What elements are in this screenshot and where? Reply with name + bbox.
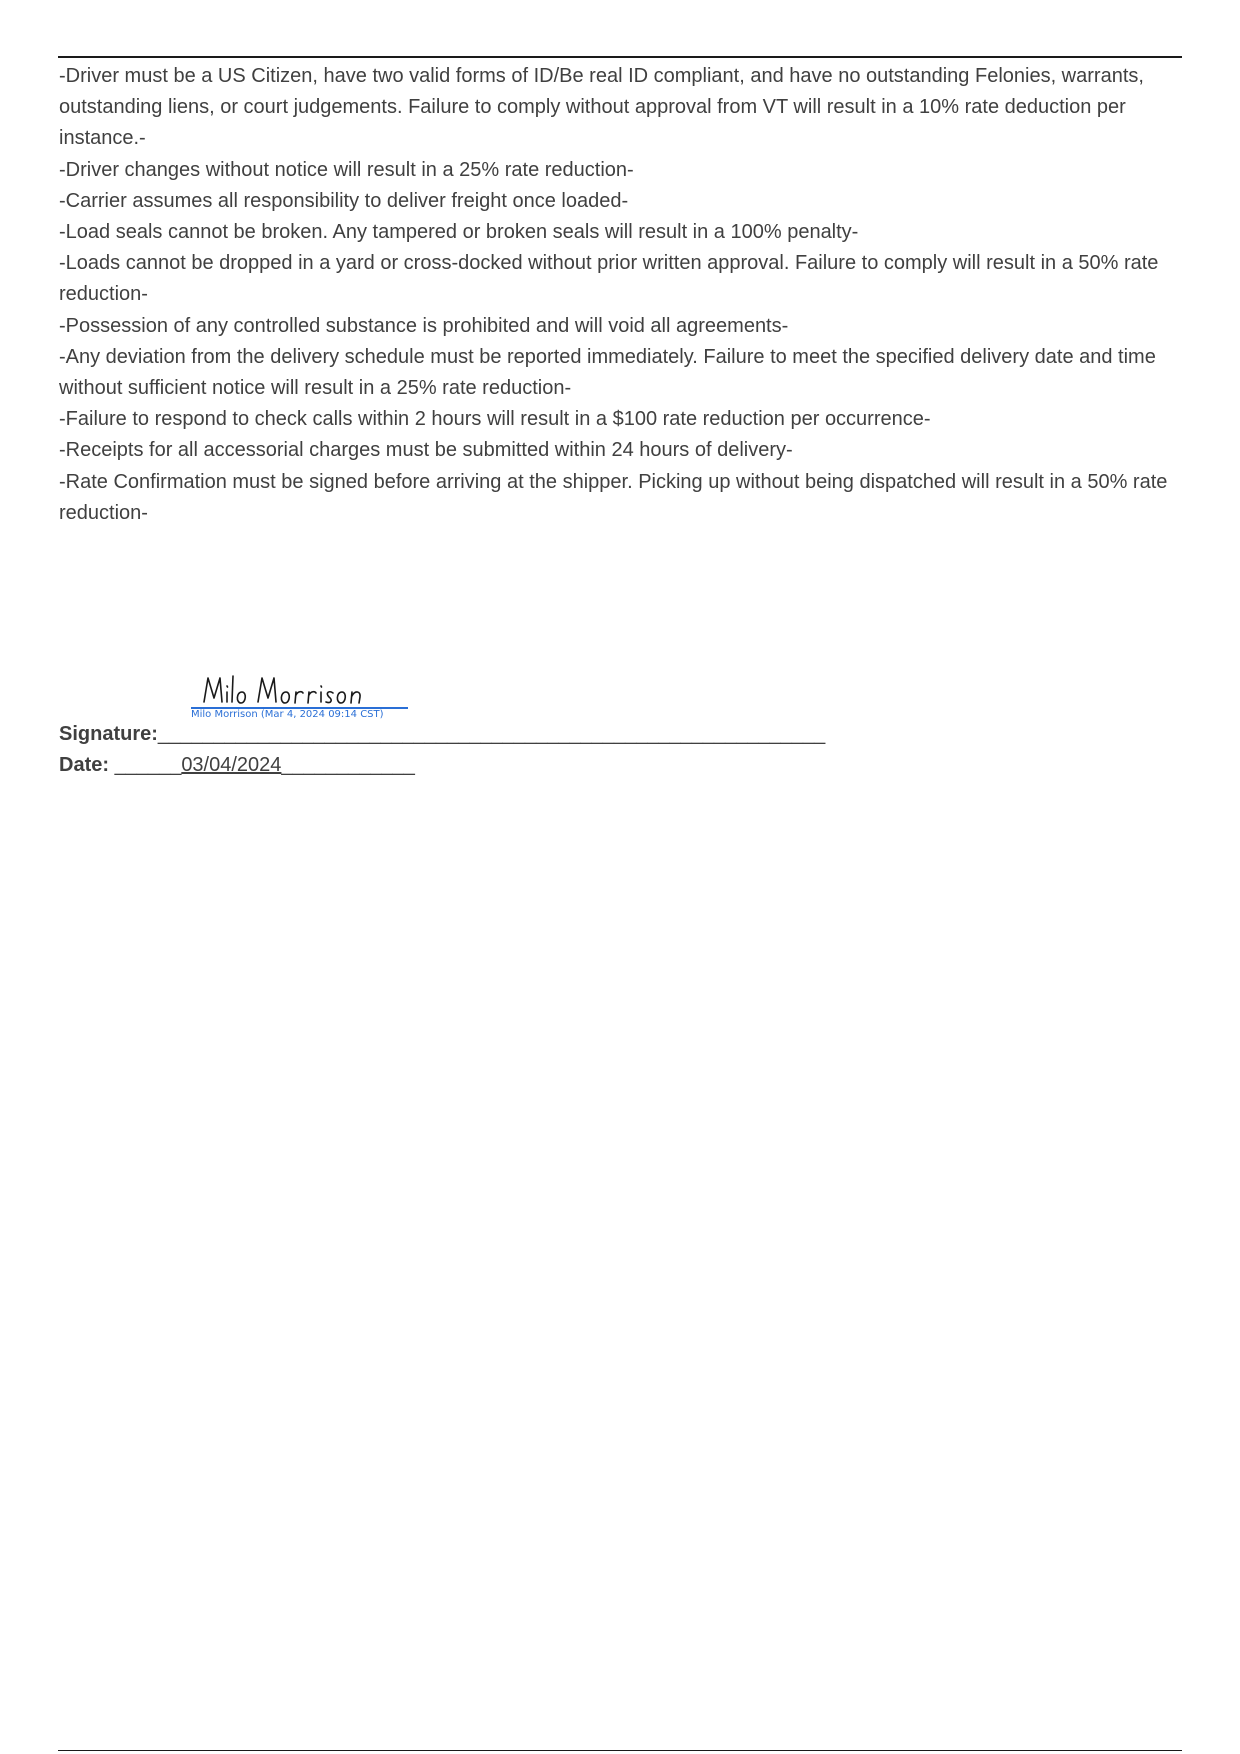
term-item: -Possession of any controlled substance is prohibited and will void all agreements- <box>59 314 789 337</box>
term-item: -Load seals cannot be broken. Any tampered or broken seals will result in a 100% penalty- <box>59 221 859 244</box>
term-item: -Any deviation from the delivery schedule must be reported immediately. Failure to meet the specified delivery date and time without sufficient notice will result in a 25% rate reduction- <box>59 345 1156 400</box>
signature-label: Signature: <box>59 723 158 745</box>
signature-row <box>59 719 825 750</box>
handwritten-signature <box>190 670 410 710</box>
term-item: -Rate Confirmation must be signed before arriving at the shipper. Picking up without being dispatched will result in a 50% rate reduction- <box>59 470 1168 524</box>
term-item: -Loads cannot be dropped in a yard or cross-docked without prior written approval. Failure to comply will result in a 50% rate reduction- <box>59 252 1159 306</box>
date-row <box>59 750 415 781</box>
term-item: -Driver changes without notice will result in a 25% rate reduction- <box>59 158 634 181</box>
terms-list <box>59 61 1184 529</box>
bottom-divider <box>58 1750 1182 1751</box>
term-item: -Driver must be a US Citizen, have two valid forms of ID/Be real ID compliant, and have no outstanding Felonies, warrants, outstanding liens, or court judgements. Failure to comply without approval from VT will result in a 10% rate deduction per instance.- <box>59 65 1144 150</box>
top-divider <box>58 56 1182 58</box>
date-prefix-line: ______ <box>109 754 182 776</box>
term-item: -Carrier assumes all responsibility to deliver freight once loaded- <box>59 189 629 212</box>
date-value: 03/04/2024 <box>181 754 282 776</box>
date-suffix-line: ____________ <box>281 754 415 776</box>
signature-caption: Milo Morrison (Mar 4, 2024 09:14 CST) <box>191 709 384 720</box>
term-item: -Receipts for all accessorial charges must be submitted within 24 hours of delivery- <box>59 439 793 462</box>
date-label: Date: <box>59 754 110 776</box>
signature-line: ____________________________________________________________ <box>157 723 826 745</box>
signature-block <box>59 705 959 785</box>
term-item: -Failure to respond to check calls within 2 hours will result in a $100 rate reduction per occurrence- <box>59 408 931 431</box>
